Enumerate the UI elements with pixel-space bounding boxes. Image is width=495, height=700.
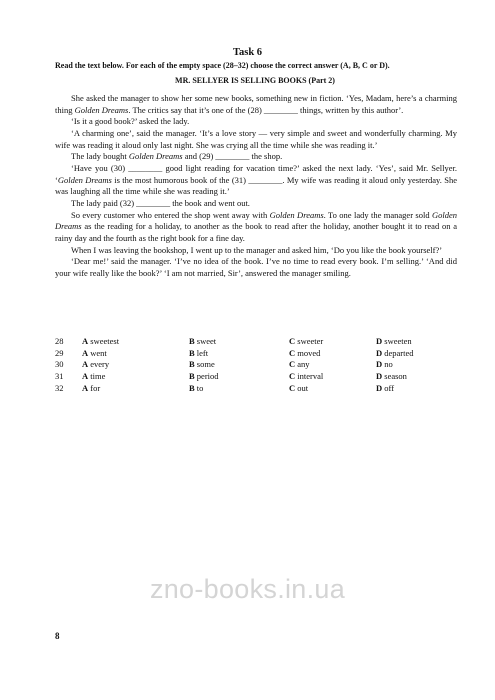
text-paragraph <box>55 245 457 257</box>
answer-option <box>189 348 289 360</box>
answer-option <box>289 383 376 395</box>
option-letter: B <box>189 359 195 370</box>
answer-option <box>376 348 456 360</box>
option-text: interval <box>295 370 324 381</box>
option-text: season <box>382 370 407 381</box>
answer-option <box>189 336 289 348</box>
option-letter: C <box>289 382 296 393</box>
text-run: She asked the manager to show her some new books, something new in fiction. ‘Yes, Madam, here’s a charming thing <box>55 93 457 115</box>
text-run: and (29) ________ the shop. <box>182 151 283 162</box>
answer-option <box>376 336 456 348</box>
option-text: no <box>382 359 393 370</box>
option-letter: C <box>289 370 296 381</box>
task-instruction: Read the text below. For each of the empty space (28–32) choose the correct answer (A, B, C or D). <box>55 61 390 70</box>
answer-option <box>82 336 189 348</box>
text-run: ‘Is it a good book?’ asked the lady. <box>71 116 190 127</box>
answer-option <box>82 348 189 360</box>
answer-row <box>55 383 457 395</box>
option-letter: A <box>82 359 89 370</box>
option-letter: A <box>82 370 89 381</box>
answer-row <box>55 371 457 383</box>
book-title-italic: Golden Dreams <box>269 209 324 220</box>
option-letter: A <box>82 382 89 393</box>
book-title-italic: Golden Dreams <box>128 151 183 162</box>
text-run: When I was leaving the bookshop, I went up to the manager and asked him, ‘Do you like the book yourself?’ <box>71 244 443 255</box>
text-paragraph <box>55 93 457 116</box>
option-text: time <box>88 370 106 381</box>
option-letter: D <box>376 359 383 370</box>
question-number: 31 <box>55 370 64 381</box>
answer-option <box>82 359 189 371</box>
answer-option <box>189 383 289 395</box>
option-text: period <box>194 370 219 381</box>
option-text: sweeter <box>295 336 324 346</box>
text-paragraph <box>55 151 457 163</box>
text-run: ‘A charming one’, said the manager. ‘It’s a love story — very simple and sweet and wonderfully charming. My wife was reading it aloud only last night. She was crying all the time while she was reading it.’ <box>55 127 457 150</box>
answer-option <box>82 383 189 395</box>
option-text: off <box>382 382 395 393</box>
answer-row <box>55 348 457 360</box>
answer-option <box>376 383 456 395</box>
text-run: . The critics say that it’s one of the (28) ________ things, written by this author’. <box>128 104 404 115</box>
option-letter: D <box>376 382 383 393</box>
text-run: So every customer who entered the shop went away with <box>71 209 270 220</box>
option-text: sweetest <box>88 336 120 346</box>
question-number: 32 <box>55 382 64 393</box>
option-text: out <box>295 382 309 393</box>
question-number: 29 <box>55 347 64 358</box>
answer-option <box>189 359 289 371</box>
answer-option <box>289 359 376 371</box>
option-text: to <box>194 382 204 393</box>
text-run: ‘Have you (30) ________ good light reading for vacation time?’ asked the next lady. ‘Yes’, said Mr. Sellyer. ‘ <box>55 162 457 185</box>
option-letter: D <box>376 336 383 346</box>
option-letter: D <box>376 370 383 381</box>
book-title-italic: Golden Dreams <box>57 174 112 185</box>
option-letter: C <box>289 336 296 346</box>
text-run: as the reading for a holiday, to another as the book to read after the holiday, another bought it to read on a rainy day and the fourth as the right book for a fine day. <box>55 221 457 243</box>
text-paragraph <box>55 210 457 245</box>
option-letter: C <box>289 347 296 358</box>
answer-option <box>289 371 376 383</box>
text-run: The lady bought <box>71 151 129 162</box>
text-run: . To one lady the manager sold <box>323 209 432 220</box>
option-text: left <box>194 347 209 358</box>
task-title: Task 6 <box>232 47 263 58</box>
option-text: sweeten <box>382 336 412 346</box>
page-number: 8 <box>55 631 60 641</box>
answer-option <box>289 348 376 360</box>
option-text: sweet <box>194 336 217 346</box>
answer-option <box>82 371 189 383</box>
answer-row <box>55 359 457 371</box>
book-title-italic: Golden Dreams <box>55 209 458 232</box>
option-letter: B <box>189 370 195 381</box>
answer-options-table <box>55 336 457 394</box>
answer-option <box>376 359 456 371</box>
reading-text <box>55 93 457 280</box>
option-letter: C <box>289 359 296 370</box>
option-text: any <box>295 359 310 370</box>
option-letter: D <box>376 347 383 358</box>
text-paragraph <box>55 163 457 198</box>
option-letter: B <box>189 347 195 358</box>
option-text: moved <box>295 347 321 358</box>
option-text: every <box>88 359 110 370</box>
option-text: for <box>88 382 101 393</box>
option-text: went <box>88 347 107 358</box>
option-letter: A <box>82 347 89 358</box>
text-paragraph <box>55 128 457 151</box>
option-text: some <box>194 359 215 370</box>
story-title: MR. SELLYER IS SELLING BOOKS (Part 2) <box>175 76 335 85</box>
option-letter: B <box>189 382 195 393</box>
book-title-italic: Golden Dreams <box>74 104 129 115</box>
option-text: departed <box>382 347 414 358</box>
text-run: is the most humorous book of the (31) ________. My wife was reading it aloud only yesterday. She was laughing all the time while she was reading it.’ <box>55 174 457 197</box>
option-letter: B <box>189 336 195 346</box>
question-number: 28 <box>55 336 64 346</box>
text-run: ‘Dear me!’ said the manager. ‘I’ve no idea of the book. I’ve no time to read every book. I’m selling.’ ‘And did your wife really like the book?’ ‘I am not married, Sir’, answered the manager smiling. <box>55 256 457 278</box>
answer-option <box>189 371 289 383</box>
answer-option <box>289 336 376 348</box>
text-run: The lady paid (32) ________ the book and went out. <box>71 197 250 208</box>
answer-row <box>55 336 457 348</box>
text-paragraph <box>55 198 457 210</box>
question-number: 30 <box>55 359 64 370</box>
text-paragraph <box>55 116 457 128</box>
answer-option <box>376 371 456 383</box>
option-letter: A <box>82 336 89 346</box>
text-paragraph <box>55 256 457 279</box>
watermark: zno-books.in.ua <box>149 574 346 604</box>
